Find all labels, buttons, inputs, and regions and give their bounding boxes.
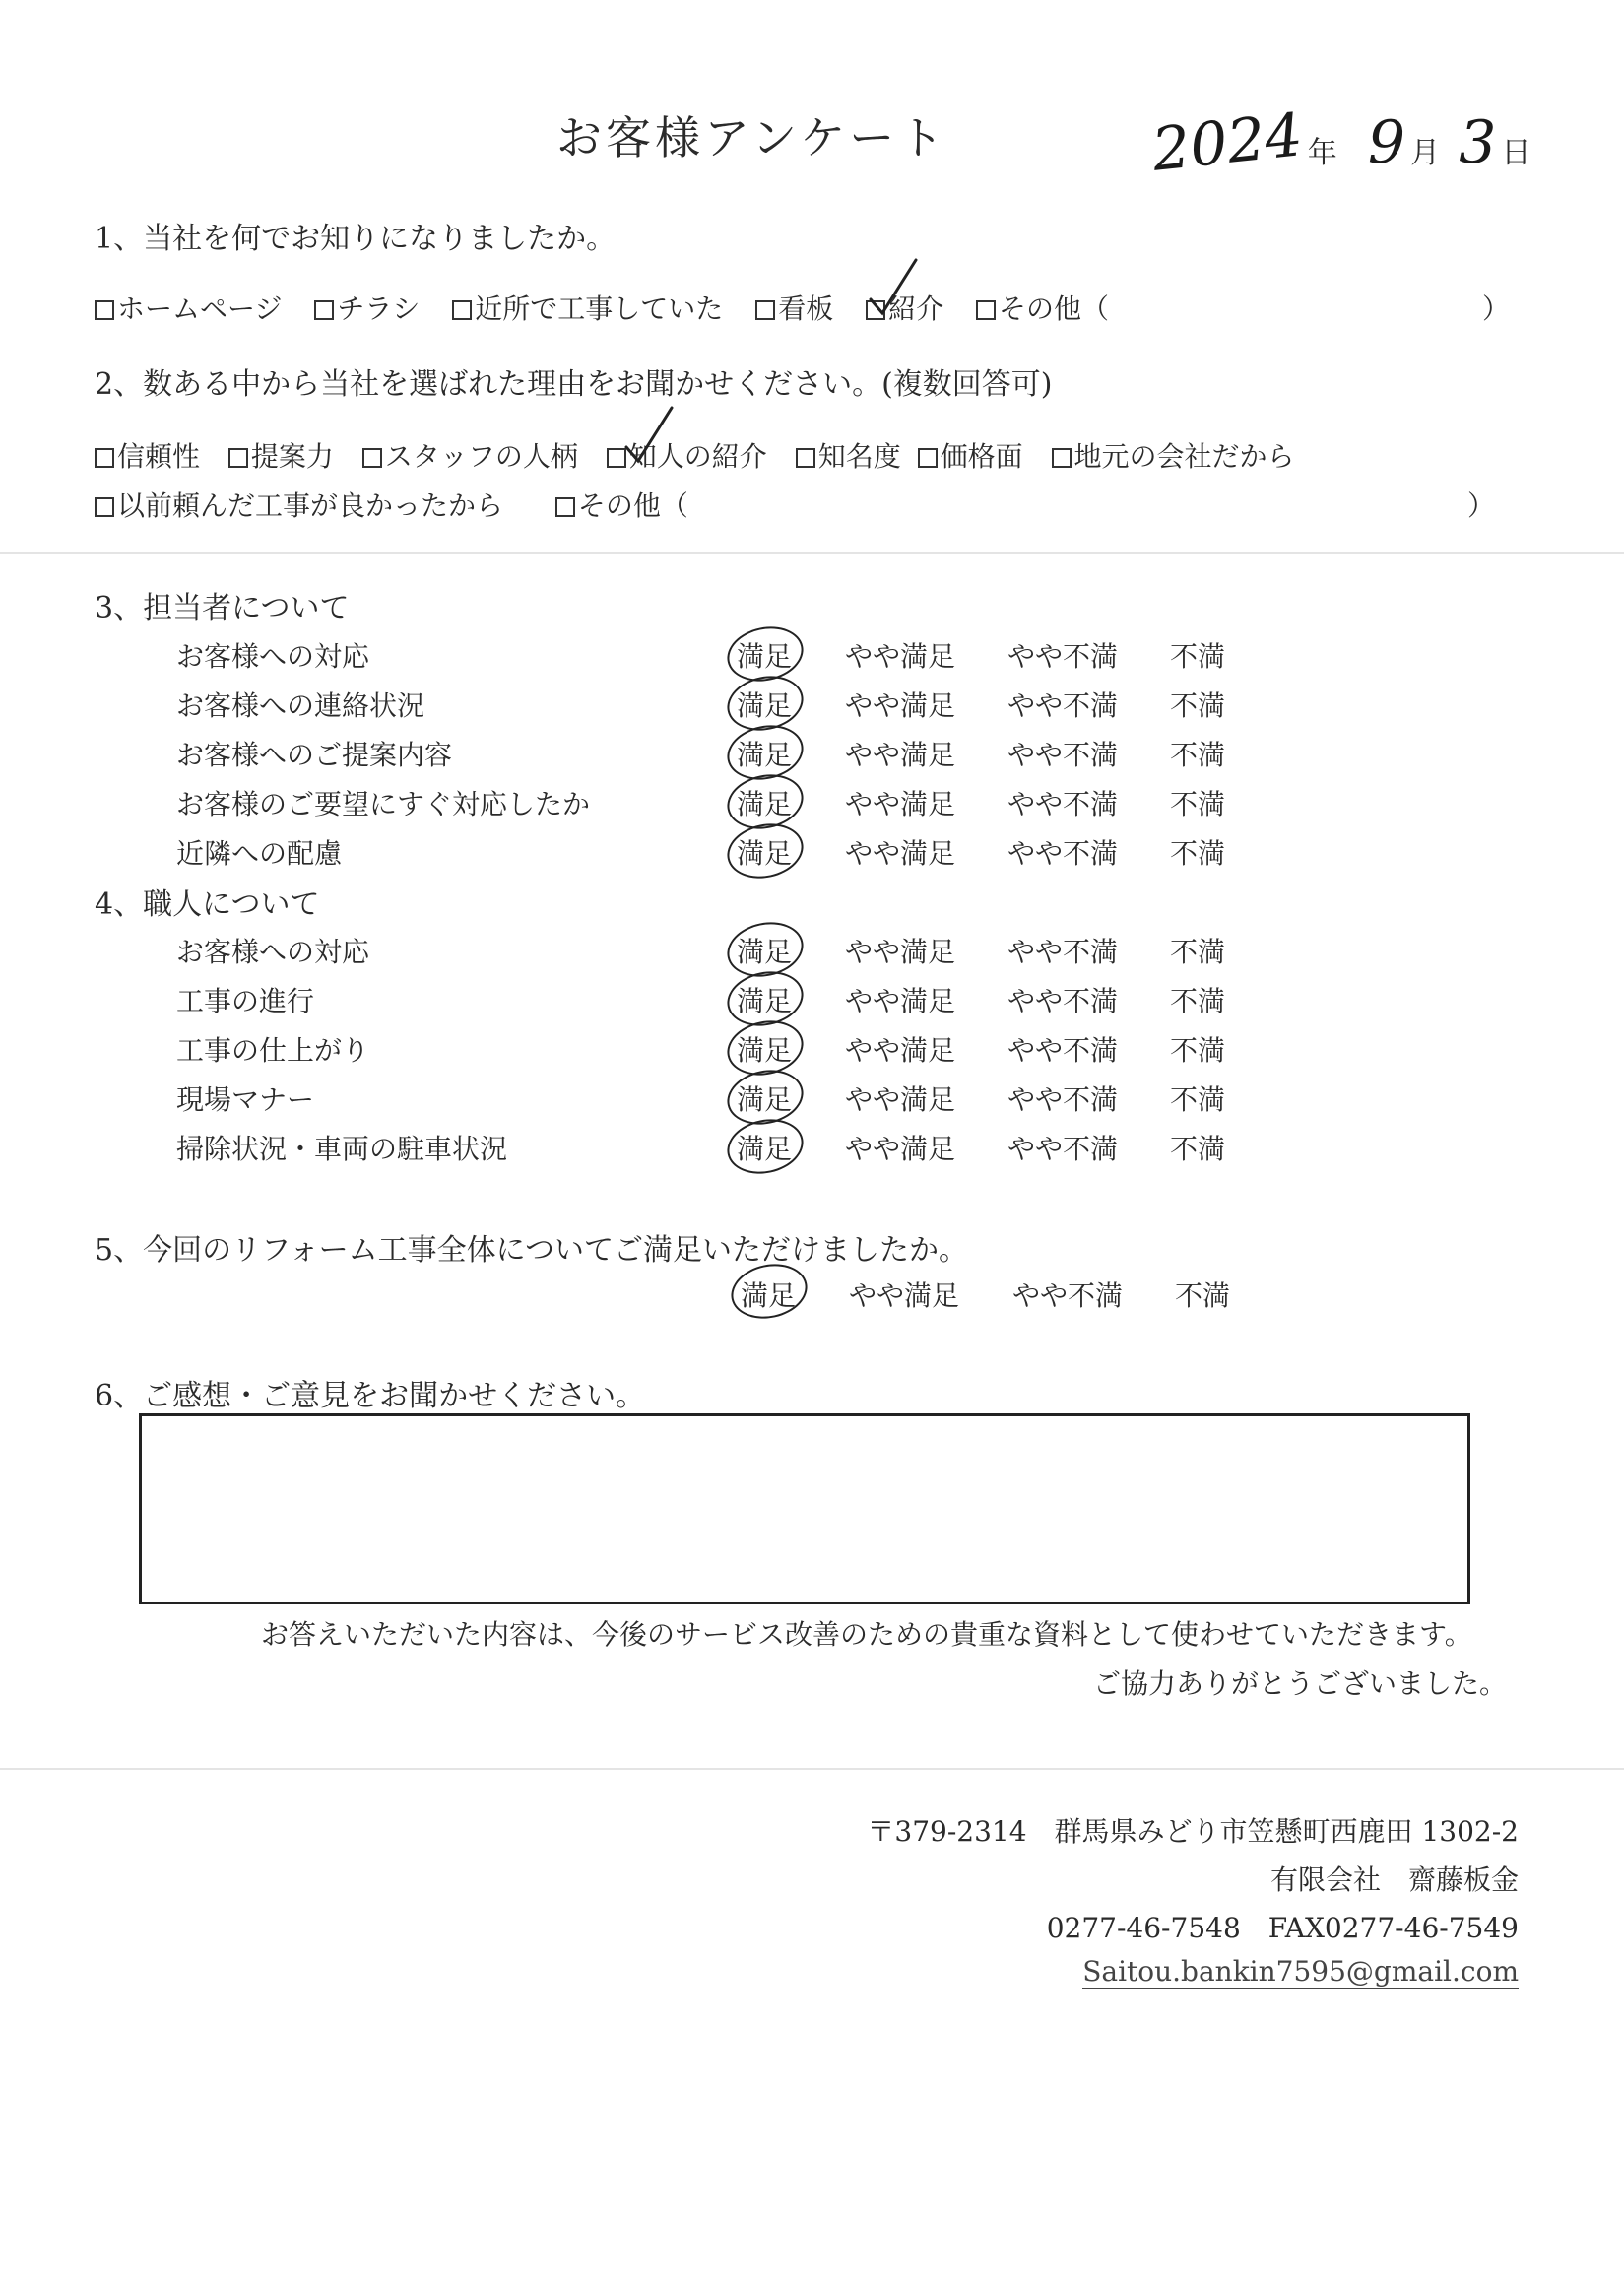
date	[1148, 100, 1531, 185]
scale-somewhat-dissatisfied[interactable]: やや不満	[1007, 936, 1119, 968]
q5-question: 5、今回のリフォーム工事全体についてご満足いただけましたか。	[95, 1233, 968, 1268]
scale-somewhat-dissatisfied[interactable]: やや不満	[1007, 689, 1119, 722]
scale-somewhat-satisfied[interactable]: やや満足	[845, 1083, 956, 1116]
q1-option[interactable]: その他（	[976, 293, 1109, 325]
scale-satisfied[interactable]: 満足	[737, 1133, 793, 1165]
fold-line	[0, 1768, 1624, 1770]
q2-close-paren: ）	[1467, 490, 1496, 522]
checkbox[interactable]	[95, 300, 114, 320]
q2-option[interactable]: スタッフの人柄	[362, 440, 578, 473]
q1-option[interactable]: ホームページ	[95, 293, 282, 325]
q1-options	[95, 288, 1109, 327]
checkbox[interactable]	[1052, 448, 1072, 468]
scale-somewhat-satisfied[interactable]: やや満足	[845, 837, 956, 870]
q4-item-label: 掃除状況・車両の駐車状況	[176, 1133, 508, 1165]
scale-somewhat-satisfied[interactable]: やや満足	[845, 1133, 956, 1165]
q2-option[interactable]: 信頼性	[95, 440, 200, 473]
checkbox[interactable]	[314, 300, 334, 320]
scale-satisfied[interactable]: 満足	[737, 837, 793, 870]
scale-somewhat-satisfied[interactable]: やや満足	[845, 1034, 956, 1067]
q3-heading: 3、担当者について	[95, 591, 350, 625]
date-day: 3	[1459, 108, 1497, 177]
answer-circle	[722, 1112, 809, 1180]
scale-somewhat-satisfied[interactable]: やや満足	[849, 1279, 960, 1312]
company-address: 〒379-2314 群馬県みどり市笠懸町西鹿田 1302-2	[867, 1815, 1519, 1848]
page-title: お客様アンケート	[556, 111, 948, 164]
scale-somewhat-satisfied[interactable]: やや満足	[845, 936, 956, 968]
checkbox[interactable]	[755, 300, 775, 320]
scale-somewhat-dissatisfied[interactable]: やや不満	[1007, 837, 1119, 870]
scale-dissatisfied[interactable]: 不満	[1170, 788, 1226, 820]
company-email[interactable]	[1082, 1955, 1519, 1988]
checkbox[interactable]	[95, 448, 114, 468]
checkbox[interactable]	[228, 448, 248, 468]
q1-question: 1、当社を何でお知りになりましたか。	[95, 222, 617, 256]
scale-dissatisfied[interactable]: 不満	[1170, 936, 1226, 968]
scale-somewhat-dissatisfied[interactable]: やや不満	[1007, 1133, 1119, 1165]
company-name: 有限会社 齋藤板金	[1269, 1863, 1519, 1896]
q2-option[interactable]: 価格面	[918, 440, 1023, 473]
q4-heading: 4、職人について	[95, 887, 320, 922]
q2-options-line2	[95, 485, 688, 524]
check-mark-icon	[865, 254, 924, 323]
q1-option-checked[interactable]: 紹介	[866, 293, 943, 325]
q3-item-label: お客様へのご提案内容	[176, 739, 453, 771]
q2-option[interactable]: 知名度	[796, 440, 901, 473]
scale-somewhat-dissatisfied[interactable]: やや不満	[1007, 640, 1119, 673]
scale-satisfied[interactable]: 満足	[737, 1034, 793, 1067]
q2-option[interactable]: 地元の会社だから	[1052, 440, 1295, 473]
closing-line2: ご協力ありがとうございました。	[1093, 1667, 1508, 1700]
date-month: 9	[1367, 108, 1406, 177]
scale-dissatisfied[interactable]: 不満	[1175, 1279, 1231, 1312]
closing-line1: お答えいただいた内容は、今後のサービス改善のための貴重な資料として使わせていただきます。	[261, 1618, 1472, 1651]
scale-somewhat-satisfied[interactable]: やや満足	[845, 788, 956, 820]
scale-somewhat-satisfied[interactable]: やや満足	[845, 985, 956, 1017]
q1-option[interactable]: 看板	[755, 293, 833, 325]
checkbox[interactable]	[452, 300, 472, 320]
company-phone: 0277-46-7548 FAX0277-46-7549	[1046, 1912, 1519, 1944]
date-month-unit: 月	[1410, 136, 1441, 170]
q1-option[interactable]: 近所で工事していた	[452, 293, 723, 325]
scale-somewhat-dissatisfied[interactable]: やや不満	[1012, 1279, 1124, 1312]
scale-satisfied[interactable]: 満足	[737, 689, 793, 722]
q1-close-paren: ）	[1482, 293, 1511, 325]
scale-dissatisfied[interactable]: 不満	[1170, 640, 1226, 673]
q2-question: 2、数ある中から当社を選ばれた理由をお聞かせください。(複数回答可)	[95, 367, 1053, 402]
q2-option[interactable]: その他（	[555, 490, 688, 522]
q4-item-label: 現場マナー	[176, 1083, 315, 1116]
scale-somewhat-satisfied[interactable]: やや満足	[845, 640, 956, 673]
checkbox[interactable]	[918, 448, 938, 468]
scale-somewhat-dissatisfied[interactable]: やや不満	[1007, 1083, 1119, 1116]
scale-satisfied[interactable]: 満足	[737, 739, 793, 771]
scale-satisfied[interactable]: 満足	[737, 788, 793, 820]
q3-item-label: お客様のご要望にすぐ対応したか	[176, 788, 591, 820]
scale-dissatisfied[interactable]: 不満	[1170, 689, 1226, 722]
scale-dissatisfied[interactable]: 不満	[1170, 985, 1226, 1017]
scale-satisfied[interactable]: 満足	[737, 936, 793, 968]
scale-somewhat-dissatisfied[interactable]: やや不満	[1007, 985, 1119, 1017]
q3-item-label: お客様への対応	[176, 640, 370, 673]
checkbox[interactable]	[796, 448, 815, 468]
q1-option[interactable]: チラシ	[314, 293, 420, 325]
scale-somewhat-satisfied[interactable]: やや満足	[845, 689, 956, 722]
scale-satisfied[interactable]: 満足	[737, 985, 793, 1017]
q3-item-label: お客様への連絡状況	[176, 689, 425, 722]
scale-somewhat-satisfied[interactable]: やや満足	[845, 739, 956, 771]
date-year-unit: 年	[1307, 136, 1337, 170]
q3-item-label: 近隣への配慮	[176, 837, 343, 870]
date-year: 2024	[1148, 100, 1306, 185]
q4-item-label: お客様への対応	[176, 936, 370, 968]
answer-circle	[722, 817, 809, 884]
q4-item-label: 工事の進行	[176, 985, 315, 1017]
scale-dissatisfied[interactable]: 不満	[1170, 1034, 1226, 1067]
q2-option-checked[interactable]: 知人の紹介	[607, 440, 767, 473]
checkbox[interactable]	[976, 300, 996, 320]
q2-option[interactable]: 以前頼んだ工事が良かったから	[95, 490, 503, 522]
comment-box[interactable]	[139, 1413, 1470, 1604]
scale-dissatisfied[interactable]: 不満	[1170, 837, 1226, 870]
scale-somewhat-dissatisfied[interactable]: やや不満	[1007, 1034, 1119, 1067]
q2-options-line1	[95, 435, 1295, 475]
email-link[interactable]: Saitou.bankin7595@gmail.com	[1082, 1955, 1519, 1988]
scale-somewhat-dissatisfied[interactable]: やや不満	[1007, 739, 1119, 771]
scale-satisfied[interactable]: 満足	[737, 640, 793, 673]
q2-option[interactable]: 提案力	[228, 440, 334, 473]
scale-dissatisfied[interactable]: 不満	[1170, 1133, 1226, 1165]
q6-question: 6、ご感想・ご意見をお聞かせください。	[95, 1379, 646, 1413]
fold-line	[0, 552, 1624, 554]
scale-satisfied[interactable]: 満足	[741, 1279, 797, 1312]
checkbox[interactable]	[362, 448, 382, 468]
q4-item-label: 工事の仕上がり	[176, 1034, 370, 1067]
date-day-unit: 日	[1501, 136, 1531, 170]
checkbox[interactable]	[555, 497, 575, 517]
scale-somewhat-dissatisfied[interactable]: やや不満	[1007, 788, 1119, 820]
checkbox[interactable]	[95, 497, 114, 517]
scale-dissatisfied[interactable]: 不満	[1170, 739, 1226, 771]
scale-dissatisfied[interactable]: 不満	[1170, 1083, 1226, 1116]
scale-satisfied[interactable]: 満足	[737, 1083, 793, 1116]
check-mark-icon	[620, 402, 680, 471]
